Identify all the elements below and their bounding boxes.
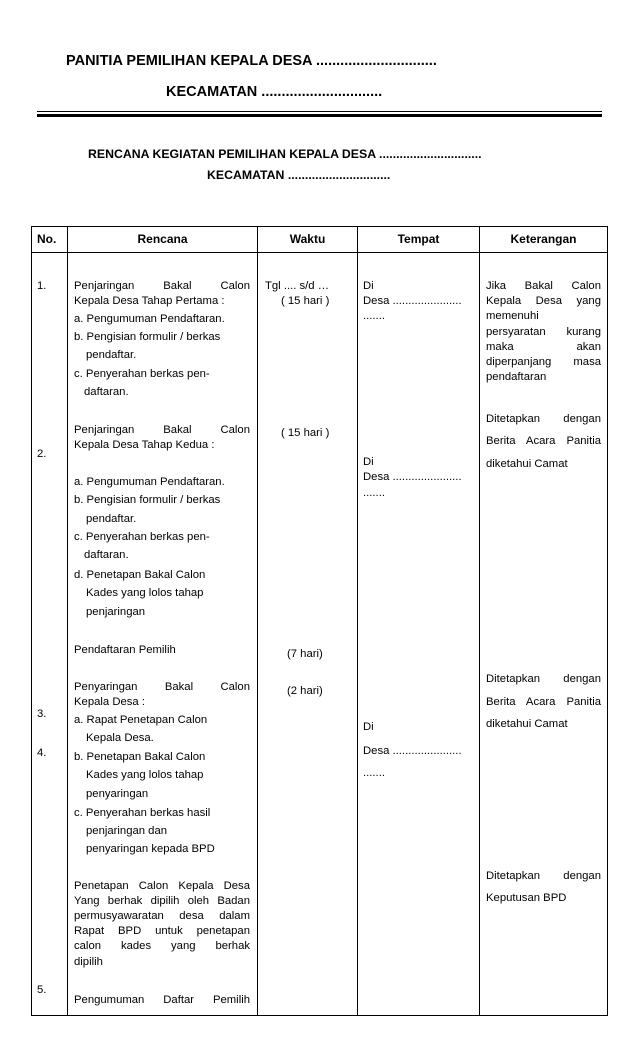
rencana-text: Penjaringan Bakal Calon: [74, 280, 250, 292]
row-number: 4.: [37, 747, 47, 759]
rencana-text: Penjaringan Bakal Calon: [74, 424, 250, 436]
column-header-waktu: Waktu: [289, 232, 326, 246]
tempat-text: Di: [363, 721, 374, 733]
rencana-text: Kepala Desa Tahap Kedua :: [74, 439, 215, 451]
rencana-text: permusyawaratan desa dalam: [74, 910, 250, 922]
rencana-text: c. Penyerahan berkas pen-: [74, 531, 210, 543]
rencana-text: penjaringan: [86, 606, 146, 618]
keterangan-text: diketahui Camat: [486, 458, 568, 470]
rencana-text: a. Rapat Penetapan Calon: [74, 714, 208, 726]
col-border: [67, 226, 68, 1016]
row-number: 5.: [37, 984, 47, 996]
keterangan-text: diperpanjang masa: [486, 356, 601, 368]
table-bottom-border: [31, 1015, 608, 1016]
rencana-text: Rapat BPD untuk penetapan: [74, 925, 250, 937]
waktu-text: (7 hari): [287, 648, 323, 660]
rencana-text: daftaran.: [84, 549, 129, 561]
rencana-text: d. Penetapan Bakal Calon: [74, 569, 206, 581]
header-line-1: PANITIA PEMILIHAN KEPALA DESA ..............................: [66, 53, 437, 69]
rencana-text: penjaringan dan: [86, 825, 168, 837]
column-header-rencana: Rencana: [137, 232, 188, 246]
column-header-no: No.: [37, 232, 57, 246]
rencana-text: Penyaringan Bakal Calon: [74, 681, 250, 693]
rencana-text: Kepala Desa Tahap Pertama :: [74, 295, 225, 307]
subtitle-line-1: RENCANA KEGIATAN PEMILIHAN KEPALA DESA ..............................: [88, 147, 482, 161]
rencana-text: Yang berhak dipilih oleh Badan: [74, 895, 250, 907]
col-border: [607, 226, 608, 1016]
rencana-text: dipilih: [74, 956, 103, 968]
rencana-text: calon kades yang berhak: [74, 940, 250, 952]
waktu-text: Tgl .... s/d …: [265, 280, 330, 292]
tempat-text: Di: [363, 456, 374, 468]
header-rule-thick: [37, 114, 602, 117]
rencana-text: penyaringan kepada BPD: [86, 843, 215, 855]
keterangan-text: Ditetapkan dengan: [486, 413, 601, 425]
tempat-text: Desa ......................: [363, 745, 462, 757]
waktu-text: ( 15 hari ): [281, 295, 330, 307]
keterangan-text: Berita Acara Panitia: [486, 435, 601, 447]
rencana-text: c. Penyerahan berkas hasil: [74, 807, 211, 819]
rencana-text: Pengumuman Daftar Pemilih: [74, 994, 250, 1006]
tempat-text: Desa ......................: [363, 471, 462, 483]
rencana-text: Pendaftaran Pemilih: [74, 644, 176, 656]
rencana-text: a. Pengumuman Pendaftaran.: [74, 476, 225, 488]
rencana-text: pendaftar.: [86, 513, 137, 525]
header-line-2: KECAMATAN ..............................: [166, 84, 383, 100]
row-number: 2.: [37, 448, 47, 460]
rencana-text: Kepala Desa :: [74, 696, 145, 708]
tempat-text: .......: [363, 310, 385, 322]
rencana-text: Kades yang lolos tahap: [86, 769, 204, 781]
keterangan-text: Ditetapkan dengan: [486, 870, 601, 882]
keterangan-text: memenuhi: [486, 310, 539, 322]
keterangan-text: diketahui Camat: [486, 718, 568, 730]
rencana-text: Kades yang lolos tahap: [86, 587, 204, 599]
tempat-text: .......: [363, 487, 385, 499]
waktu-text: ( 15 hari ): [281, 427, 330, 439]
keterangan-text: Kepala Desa yang: [486, 295, 601, 307]
rencana-text: c. Penyerahan berkas pen-: [74, 368, 210, 380]
row-number: 1.: [37, 280, 47, 292]
col-border: [479, 226, 480, 1016]
rencana-text: b. Pengisian formulir / berkas: [74, 331, 221, 343]
keterangan-text: persyaratan kurang: [486, 326, 601, 338]
rencana-text: b. Pengisian formulir / berkas: [74, 494, 221, 506]
col-border: [357, 226, 358, 1016]
rencana-text: daftaran.: [84, 386, 129, 398]
header-rule-thin: [37, 111, 602, 112]
tempat-text: Di: [363, 280, 374, 292]
keterangan-text: pendaftaran: [486, 371, 547, 383]
keterangan-text: Keputusan BPD: [486, 892, 567, 904]
waktu-text: (2 hari): [287, 685, 323, 697]
keterangan-text: Berita Acara Panitia: [486, 696, 601, 708]
col-border: [31, 226, 32, 1016]
column-header-tempat: Tempat: [397, 232, 440, 246]
rencana-text: pendaftar.: [86, 349, 137, 361]
keterangan-text: Ditetapkan dengan: [486, 673, 601, 685]
col-border: [257, 226, 258, 1016]
tempat-text: .......: [363, 767, 385, 779]
tempat-text: Desa ......................: [363, 295, 462, 307]
rencana-text: Kepala Desa.: [86, 732, 154, 744]
table-top-border: [31, 226, 608, 227]
rencana-text: penyaringan: [86, 788, 149, 800]
row-number: 3.: [37, 708, 47, 720]
keterangan-text: maka akan: [486, 341, 601, 353]
rencana-text: Penetapan Calon Kepala Desa: [74, 880, 250, 892]
column-header-keterangan: Keterangan: [510, 232, 577, 246]
rencana-text: b. Penetapan Bakal Calon: [74, 751, 206, 763]
subtitle-line-2: KECAMATAN ..............................: [207, 168, 391, 182]
table-header-border: [31, 252, 608, 253]
keterangan-text: Jika Bakal Calon: [486, 280, 601, 292]
rencana-text: a. Pengumuman Pendaftaran.: [74, 313, 225, 325]
